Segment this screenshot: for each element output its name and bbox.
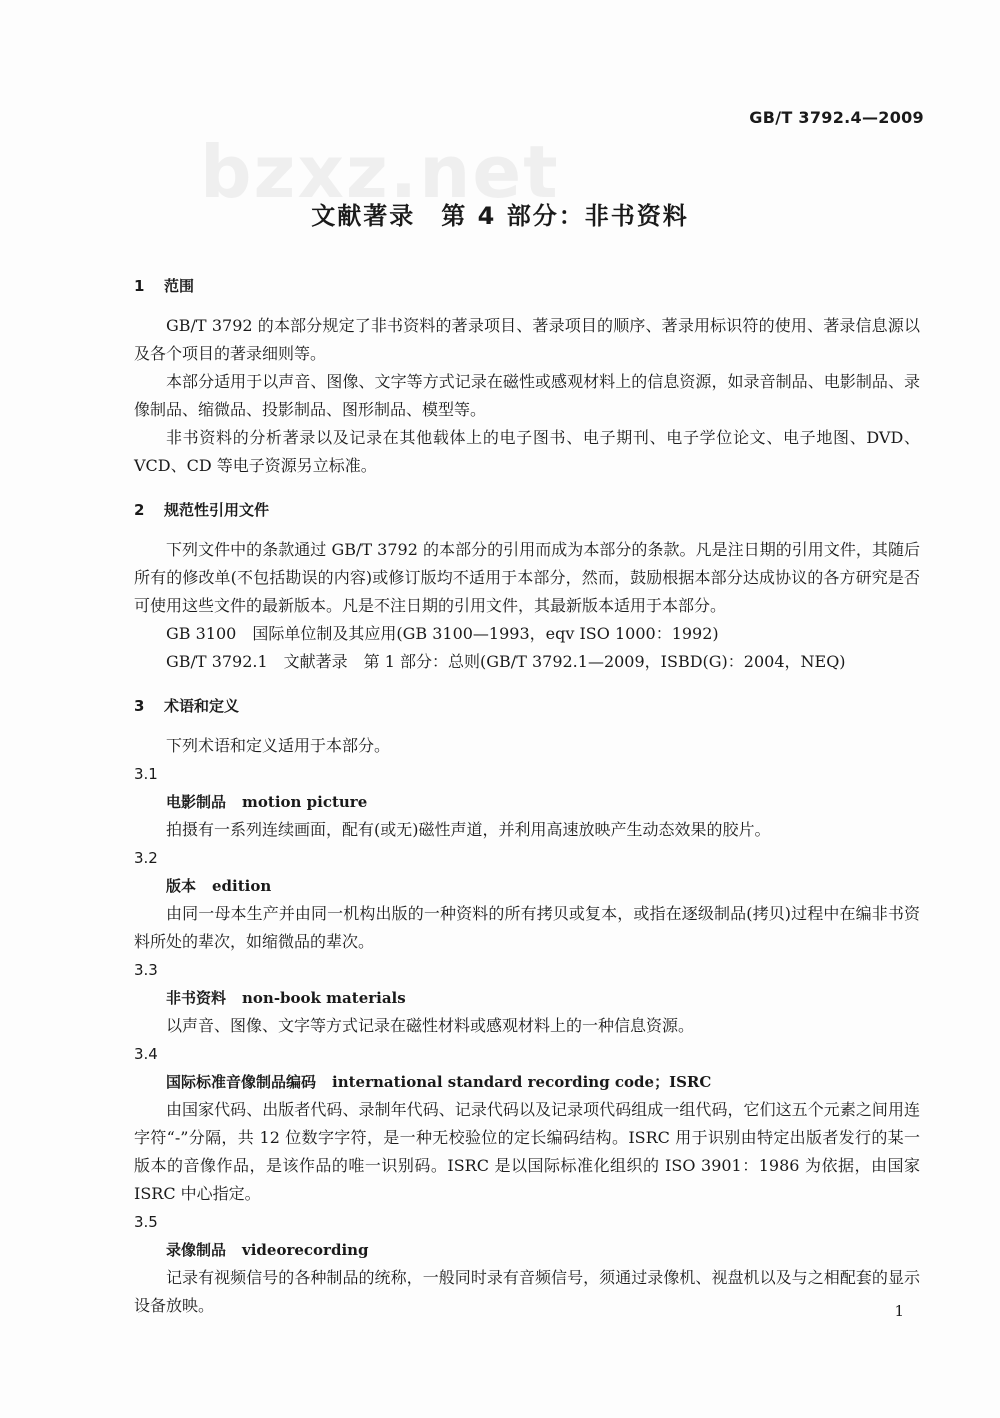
term-number: 3.3	[134, 961, 158, 979]
page-number: 1	[894, 1302, 904, 1320]
paragraph: 下列术语和定义适用于本部分。	[166, 736, 391, 755]
document-title: 文献著录 第 4 部分：非书资料	[311, 202, 689, 230]
term-definition: 以声音、图像、文字等方式记录在磁性材料或感观材料上的一种信息资源。	[166, 1016, 695, 1035]
paragraph: 本部分适用于以声音、图像、文字等方式记录在磁性或感观材料上的信息资源，如录音制品、电影制品、录像制品、缩微品、投影制品、图形制品、模型等。	[134, 372, 920, 419]
term-zh: 国际标准音像制品编码	[166, 1073, 317, 1091]
paragraph: GB/T 3792 的本部分规定了非书资料的著录项目、著录项目的顺序、著录用标识符的使用、著录信息源以及各个项目的著录细则等。	[134, 316, 920, 363]
section-heading	[134, 692, 920, 720]
term-name	[166, 1068, 920, 1096]
term-en: non-book materials	[242, 989, 406, 1007]
term-definition: 由国家代码、出版者代码、录制年代码、记录代码以及记录项代码组成一组代码，它们这五个元素之间用连字符“-”分隔，共 12 位数字字符，是一种无校验位的定长编码结构。ISRC 用于识别由特定出版者发行的某一版本的音像作品，是该作品的唯一识别码。ISRC 是以国际标准化组织的 ISO 3901：1986 为依据，由国家 ISRC 中心指定。	[134, 1100, 920, 1203]
term-number: 3.4	[134, 1045, 158, 1063]
term-en: international standard recording code；ISRC	[332, 1073, 712, 1091]
term-name	[166, 872, 920, 900]
section-number: 1	[134, 277, 145, 295]
section-number: 2	[134, 501, 145, 519]
paragraph: 非书资料的分析著录以及记录在其他载体上的电子图书、电子期刊、电子学位论文、电子地图、DVD、VCD、CD 等电子资源另立标准。	[134, 428, 920, 475]
term-zh: 版本	[166, 877, 197, 895]
term-en: edition	[212, 877, 272, 895]
paragraph: 下列文件中的条款通过 GB/T 3792 的本部分的引用而成为本部分的条款。凡是注日期的引用文件，其随后所有的修改单(不包括勘误的内容)或修订版均不适用于本部分，然而，鼓励根据本部分达成协议的各方研究是否可使用这些文件的最新版本。凡是不注日期的引用文件，其最新版本适用于本部分。	[134, 540, 920, 615]
document-body	[134, 270, 920, 1320]
standard-code: GB/T 3792.4—2009	[749, 108, 924, 127]
section-heading	[134, 496, 920, 524]
section-title: 规范性引用文件	[164, 501, 270, 519]
term-zh: 录像制品	[166, 1241, 227, 1259]
term-definition: 由同一母本生产并由同一机构出版的一种资料的所有拷贝或复本，或指在逐级制品(拷贝)过程中在编非书资料所处的辈次，如缩微品的辈次。	[134, 904, 920, 951]
section-title: 术语和定义	[164, 697, 240, 715]
term-en: videorecording	[242, 1241, 369, 1259]
term-zh: 非书资料	[166, 989, 227, 1007]
term-number: 3.1	[134, 765, 158, 783]
term-zh: 电影制品	[166, 793, 227, 811]
normative-reference: GB 3100 国际单位制及其应用(GB 3100—1993，eqv ISO 1000：1992)	[166, 624, 719, 643]
term-en: motion picture	[242, 793, 368, 811]
term-name	[166, 984, 920, 1012]
term-definition: 记录有视频信号的各种制品的统称，一般同时录有音频信号，须通过录像机、视盘机以及与之相配套的显示设备放映。	[134, 1268, 920, 1315]
term-number: 3.2	[134, 849, 158, 867]
section-heading	[134, 272, 920, 300]
section-number: 3	[134, 697, 145, 715]
section-title: 范围	[164, 277, 195, 295]
term-number: 3.5	[134, 1213, 158, 1231]
term-name	[166, 788, 920, 816]
term-name	[166, 1236, 920, 1264]
watermark: bzxz.net	[200, 130, 560, 214]
normative-reference: GB/T 3792.1 文献著录 第 1 部分：总则(GB/T 3792.1—2009，ISBD(G)：2004，NEQ)	[166, 652, 846, 671]
term-definition: 拍摄有一系列连续画面，配有(或无)磁性声道，并利用高速放映产生动态效果的胶片。	[166, 820, 771, 839]
